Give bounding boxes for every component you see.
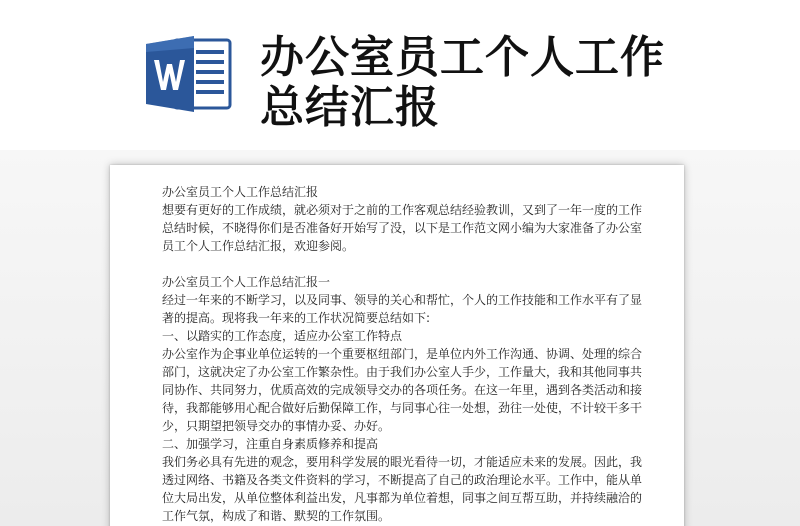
header-banner (0, 0, 800, 150)
document-body (162, 183, 642, 525)
doc-subheading: 二、加强学习，注重自身素质修养和提高 (162, 437, 379, 451)
doc-heading: 办公室员工个人工作总结汇报 (162, 185, 319, 199)
doc-paragraph: 我们务必具有先进的观念，要用科学发展的眼光看待一切，才能适应未来的发展。因此，我透过网络、书籍及各类文件资料的学习，不断提高了自己的政治理论水平。工作中，能从单位大局出发，从单位整体利益出发，凡事都为单位着想，同事之间互帮互助，并持续融洽的工作气氛，构成了和谐、默契的工作氛围。 (162, 455, 643, 523)
doc-blank-line (162, 255, 642, 273)
doc-subheading: 一、以踏实的工作态度，适应办公室工作特点 (162, 329, 403, 343)
doc-paragraph: 想要有更好的工作成绩，就必须对于之前的工作客观总结经验教训，又到了一年一度的工作总结时候，不晓得你们是否准备好开始写了没，以下是工作范文网小编为大家准备了办公室员工个人工作总结汇报，欢迎参阅。 (162, 203, 643, 253)
document-page (110, 165, 684, 526)
word-icon (144, 34, 232, 114)
page-title: 办公室员工个人工作总结汇报 (260, 32, 665, 133)
doc-section-title: 办公室员工个人工作总结汇报一 (162, 275, 331, 289)
doc-paragraph: 办公室作为企事业单位运转的一个重要枢纽部门，是单位内外工作沟通、协调、处理的综合部门，这就决定了办公室工作繁杂性。由于我们办公室人手少，工作量大，我和其他同事共同协作、共同努力，优质高效的完成领导交办的各项任务。在这一年里，遇到各类活动和接待，我都能够用心配合做好后勤保障工作，与同事心往一处想，劲往一处使，不计较干多干少，只期望把领导交办的事情办妥、办好。 (162, 347, 643, 433)
doc-paragraph: 经过一年来的不断学习，以及同事、领导的关心和帮忙，个人的工作技能和工作水平有了显著的提高。现将我一年来的工作状况简要总结如下: (162, 293, 643, 325)
